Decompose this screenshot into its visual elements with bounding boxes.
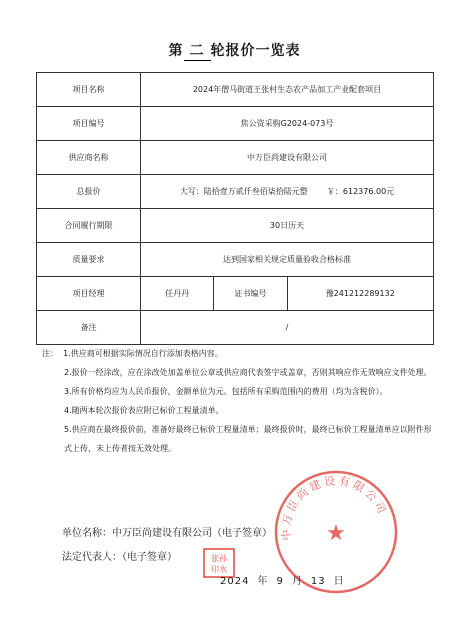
period-label: 合同履行期限 xyxy=(37,209,141,243)
title-suffix: 轮报价一览表 xyxy=(210,43,301,59)
remark-value: / xyxy=(141,311,434,345)
quality-label: 质量要求 xyxy=(37,243,141,277)
note-3: 3.所有价格均应为人民币报价，金额单位为元。包括所有采购范围内的费用（均为含税价）。 xyxy=(64,387,388,396)
supplier-value: 中万臣尚建设有限公司 xyxy=(141,141,434,175)
table-row xyxy=(37,175,434,209)
svg-text:★: ★ xyxy=(326,521,346,546)
quote-table xyxy=(36,72,434,345)
date-month: 9 xyxy=(276,576,284,587)
company-sign-value: 中万臣尚建设有限公司 xyxy=(112,528,212,539)
note-2: 2.报价一经涂改，应在涂改处加盖单位公章或供应商代表签字或盖章，否则其响应作无效响应文件处理。 xyxy=(64,368,432,377)
project-name-label: 项目名称 xyxy=(37,73,141,107)
svg-text:中万臣尚建设有限公司: 中万臣尚建设有限公司 xyxy=(279,474,390,541)
table-row xyxy=(37,73,434,107)
note-1 xyxy=(42,344,436,363)
total-price-value xyxy=(141,175,434,209)
total-price-lower: ￥：612376.00元 xyxy=(326,187,395,196)
sign-date xyxy=(216,572,349,587)
company-sign-line xyxy=(62,524,272,539)
remark-label: 备注 xyxy=(37,311,141,345)
cert-label: 证书编号 xyxy=(214,277,287,311)
date-month-unit: 月 xyxy=(291,576,303,587)
manager-value: 任丹丹 xyxy=(141,277,214,311)
notes xyxy=(42,344,436,458)
representative-esign: （电子签章） xyxy=(122,552,177,563)
table-row xyxy=(37,209,434,243)
total-price-upper: 大写：陆拾壹万贰仟叁佰柒拾陆元整 xyxy=(179,187,308,196)
title-round: 二 xyxy=(184,40,211,61)
project-no-value: 焦公资采购G2024-073号 xyxy=(141,107,434,141)
table-row xyxy=(37,243,434,277)
supplier-label: 供应商名称 xyxy=(37,141,141,175)
project-name-value: 2024年僧马街道王张村生态农产品加工产业配套项目 xyxy=(141,73,434,107)
svg-text:张孙: 张孙 xyxy=(211,554,227,563)
title-prefix: 第 xyxy=(168,43,184,59)
note-4: 4.随两本轮次报价表应附已标价工程量清单。 xyxy=(64,406,224,415)
table-row xyxy=(37,311,434,345)
period-value: 30日历天 xyxy=(141,209,434,243)
cert-value: 豫241212289132 xyxy=(287,277,434,311)
table-row xyxy=(37,107,434,141)
notes-prefix: 注： xyxy=(42,349,58,358)
company-esign: （电子签章） xyxy=(212,528,272,539)
date-day: 13 xyxy=(310,576,326,587)
project-no-label: 项目编号 xyxy=(37,107,141,141)
svg-text:印水: 印水 xyxy=(211,565,227,574)
date-year: 2024 xyxy=(220,576,250,587)
page-title xyxy=(0,40,469,61)
note-1-text: 1.供应商可根据实际情况自行添加表格内容。 xyxy=(63,349,223,358)
date-year-unit: 年 xyxy=(257,576,269,587)
table-row xyxy=(37,141,434,175)
company-sign-label: 单位名称： xyxy=(62,528,112,539)
manager-label: 项目经理 xyxy=(37,277,141,311)
representative-sign-line xyxy=(62,548,177,563)
quality-value: 达到国家相关规定质量验收合格标准 xyxy=(141,243,434,277)
representative-label: 法定代表人： xyxy=(62,552,122,563)
note-5: 5.供应商在最终报价前，准备好最终已标价工程量清单；最终报价时，最终已标价工程量清单应以附件形式上传，未上传者按无效处理。 xyxy=(64,425,432,453)
total-price-label: 总报价 xyxy=(37,175,141,209)
date-day-unit: 日 xyxy=(333,576,345,587)
table-row xyxy=(37,277,434,311)
